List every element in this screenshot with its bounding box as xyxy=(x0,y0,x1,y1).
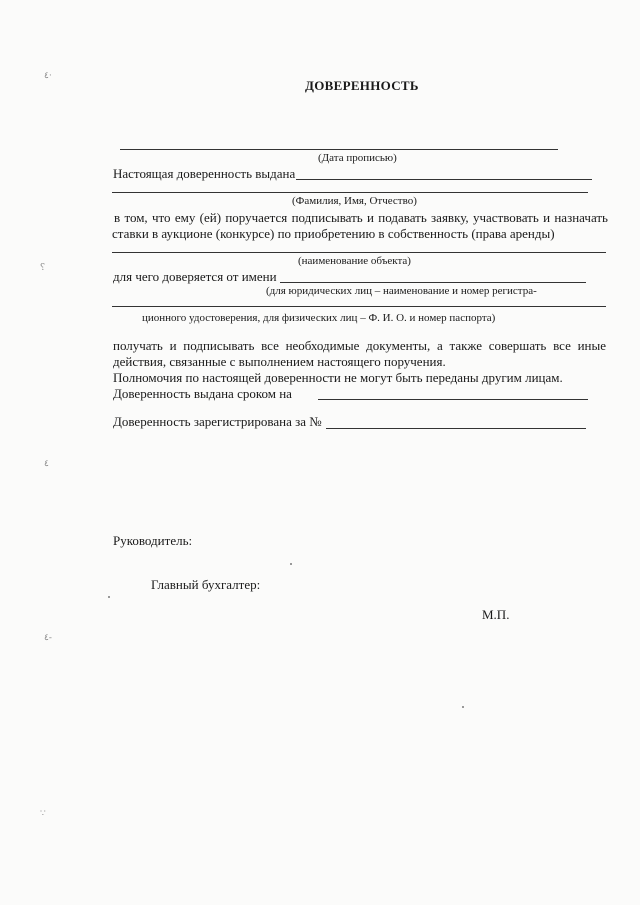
scan-speck xyxy=(108,596,110,598)
date-line[interactable] xyxy=(120,149,558,150)
date-caption: (Дата прописью) xyxy=(318,152,397,164)
on-behalf-label: для чего доверяется от имени xyxy=(113,269,277,284)
registered-line[interactable] xyxy=(326,428,586,429)
issued-to-line[interactable] xyxy=(296,179,592,180)
scan-mark: ٤- xyxy=(44,632,52,642)
term-label: Доверенность выдана сроком на xyxy=(113,386,292,401)
term-line[interactable] xyxy=(318,399,588,400)
object-caption: (наименование объекта) xyxy=(298,255,411,267)
authority-line-2: ставки в аукционе (конкурсе) по приобретению в собственность (права аренды) xyxy=(112,226,555,241)
scan-mark: ٤· xyxy=(44,70,52,80)
director-label: Руководитель: xyxy=(113,533,193,548)
scan-mark: ٤ xyxy=(44,458,49,468)
issued-to-line-2[interactable] xyxy=(112,192,588,193)
document-title: ДОВЕРЕННОСТЬ xyxy=(305,78,419,93)
cert-caption: ционного удостоверения, для физических лиц – Ф. И. О. и номер паспорта) xyxy=(142,312,496,324)
receive-line-2: действия, связанные с выполнением настоящего поручения. xyxy=(113,354,446,369)
on-behalf-line-2[interactable] xyxy=(112,306,606,307)
fio-caption: (Фамилия, Имя, Отчество) xyxy=(292,195,417,207)
issued-to-label: Настоящая доверенность выдана xyxy=(113,166,296,181)
receive-line-1: получать и подписывать все необходимые документы, а также совершать все иные xyxy=(113,338,606,353)
scan-mark: ∵ xyxy=(40,808,46,818)
registered-label: Доверенность зарегистрирована за № xyxy=(113,414,322,429)
legal-caption: (для юридических лиц – наименование и номер регистра- xyxy=(266,285,537,297)
on-behalf-line[interactable] xyxy=(280,282,586,283)
scan-mark: ⸮ xyxy=(40,262,45,272)
no-transfer-text: Полномочия по настоящей доверенности не могут быть переданы другим лицам. xyxy=(113,370,563,385)
seal-label: М.П. xyxy=(482,607,510,622)
object-line[interactable] xyxy=(112,252,606,253)
scan-speck xyxy=(290,563,292,565)
scan-speck xyxy=(462,706,464,708)
authority-line-1: в том, что ему (ей) поручается подписывать и подавать заявку, участвовать и назначать xyxy=(114,210,608,225)
accountant-label: Главный бухгалтер: xyxy=(151,577,261,592)
